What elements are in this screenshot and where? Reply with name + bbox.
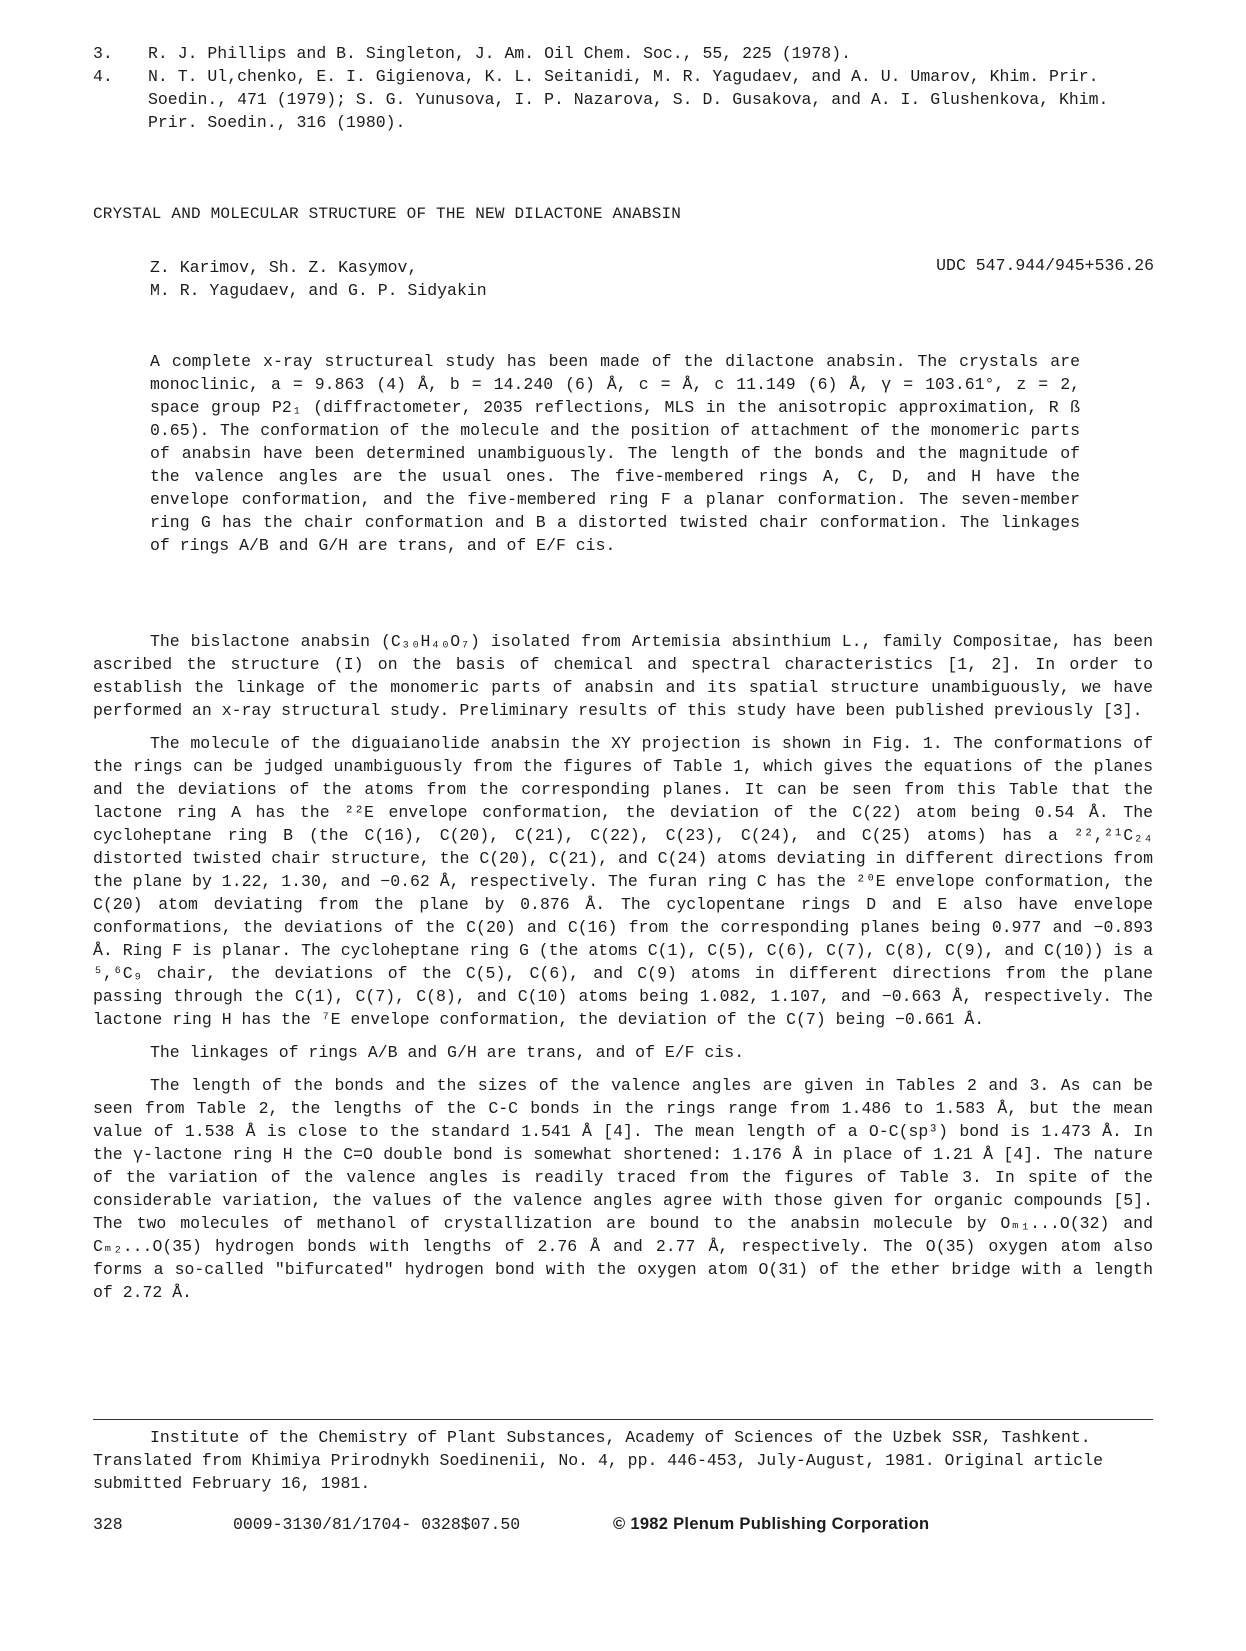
reference-number: 4. [93,67,113,86]
abstract: A complete x-ray structureal study has been made of the dilactone anabsin. The crystals are monoclinic, a = 9.863 (4) Å, b = 14.240 (6) Å, c = Å, c 11.149 (6) Å, γ = 103.61°, z = 2, space group P2₁ (diffractometer, 2035 reflections, MLS in the anisotropic approximation, R ß 0.65). The conformation of the molecule and the position of attachment of the monomeric parts of anabsin have been determined unambiguously. The length of the bonds and the magnitude of the valence angles are the usual ones. The five-membered rings A, C, D, and H have the envelope conformation, and the five-membered ring F a planar conformation. The seven-member ring G has the chair conformation and B a distorted twisted chair conformation. The linkages of rings A/B and G/H are trans, and of E/F cis. [150,352,1080,555]
author-list [150,256,487,302]
reference-text: N. T. Ul,chenko, E. I. Gigienova, K. L. Seitanidi, M. R. Yagudaev, and A. U. Umarov, Khim. Prir. Soedin., 471 (1979); S. G. Yunusova, I. P. Nazarova, S. D. Gusakova, and A. I. Glushenkova, Khim. Prir. Soedin., 316 (1980). [148,67,1109,132]
reference-list [93,42,1153,134]
body-paragraph: The bislactone anabsin (C₃₀H₄₀O₇) isolated from Artemisia absinthium L., family Compositae, has been ascribed the structure (I) on the basis of chemical and spectral characteristics [1, 2]. In order to establish the linkage of the monomeric parts of anabsin and its spatial structure unambiguously, we have performed an x-ray structural study. Preliminary results of this study have been published previously [3]. [93,632,1153,720]
footnote-divider [93,1419,1153,1420]
reference-item [93,65,1153,134]
reference-item [93,42,1153,65]
affiliation-footnote: Institute of the Chemistry of Plant Substances, Academy of Sciences of the Uzbek SSR, Tashkent. Translated from Khimiya Prirodnykh Soedinenii, No. 4, pp. 446-453, July-August, 1981. Original article submitted February 16, 1981. [93,1428,1103,1493]
authors-line-1: Z. Karimov, Sh. Z. Kasymov, [150,258,418,277]
body-paragraph: The length of the bonds and the sizes of the valence angles are given in Tables 2 and 3. As can be seen from Table 2, the lengths of the C-C bonds in the rings range from 1.486 to 1.583 Å, but the mean value of 1.538 Å is close to the standard 1.541 Å [4]. The mean length of a O-C(sp³) bond is 1.473 Å. In the γ-lactone ring H the C=O double bond is somewhat shortened: 1.176 Å in place of 1.21 Å [4]. The nature of the variation of the valence angles is readily traced from the figures of Table 3. In spite of the considerable variation, the values of the valence angles agree with those given for organic compounds [5]. The two molecules of methanol of crystallization are bound to the anabsin molecule by Oₘ₁...O(32) and Cₘ₂...O(35) hydrogen bonds with lengths of 2.76 Å and 2.77 Å, respectively. The O(35) oxygen atom also forms a so-called "bifurcated" hydrogen bond with the oxygen atom O(31) of the ether bridge with a length of 2.72 Å. [93,1076,1153,1302]
page-number: 328 [93,1515,123,1534]
body-paragraph: The linkages of rings A/B and G/H are trans, and of E/F cis. [150,1043,745,1062]
body-paragraph: The molecule of the diguaianolide anabsin the XY projection is shown in Fig. 1. The conformations of the rings can be judged unambiguously from the figures of Table 1, which gives the equations of the planes and the deviations of the atoms from the corresponding planes. It can be seen from this Table that the lactone ring A has the ²²E envelope conformation, the deviation of the C(22) atom being 0.54 Å. The cycloheptane ring B (the C(16), C(20), C(21), C(22), C(23), C(24), and C(25) atoms) has a ²²,²¹C₂₄ distorted twisted chair structure, the C(20), C(21), and C(24) atoms deviating in different directions from the plane by 1.22, 1.30, and −0.62 Å, respectively. The furan ring C has the ²⁰E envelope conformation, the C(20) atom deviating from the plane by 0.876 Å. The cyclopentane rings D and E also have envelope conformations, the deviations of the C(20) and C(16) from the corresponding planes being 0.977 and −0.893 Å. Ring F is planar. The cycloheptane ring G (the atoms C(1), C(5), C(6), C(7), C(8), C(9), and C(10)) is a ⁵,⁶C₉ chair, the deviations of the C(5), C(6), and C(9) atoms in different directions from the plane passing through the C(1), C(7), C(8), and C(10) atoms being 1.082, 1.107, and −0.663 Å, respectively. The lactone ring H has the ⁷E envelope conformation, the deviation of the C(7) being −0.661 Å. [93,734,1153,1029]
udc-code: UDC 547.944/945+536.26 [936,256,1154,275]
page-footer [93,1515,1153,1534]
article-body [93,630,1153,1314]
article-code: 0009-3130/81/1704- 0328$07.50 [233,1515,521,1534]
article-title: CRYSTAL AND MOLECULAR STRUCTURE OF THE NEW DILACTONE ANABSIN [93,205,682,223]
reference-number: 3. [93,44,113,63]
reference-text: R. J. Phillips and B. Singleton, J. Am. Oil Chem. Soc., 55, 225 (1978). [148,44,852,63]
authors-line-2: M. R. Yagudaev, and G. P. Sidyakin [150,281,487,300]
copyright-notice: © 1982 Plenum Publishing Corporation [613,1515,930,1533]
